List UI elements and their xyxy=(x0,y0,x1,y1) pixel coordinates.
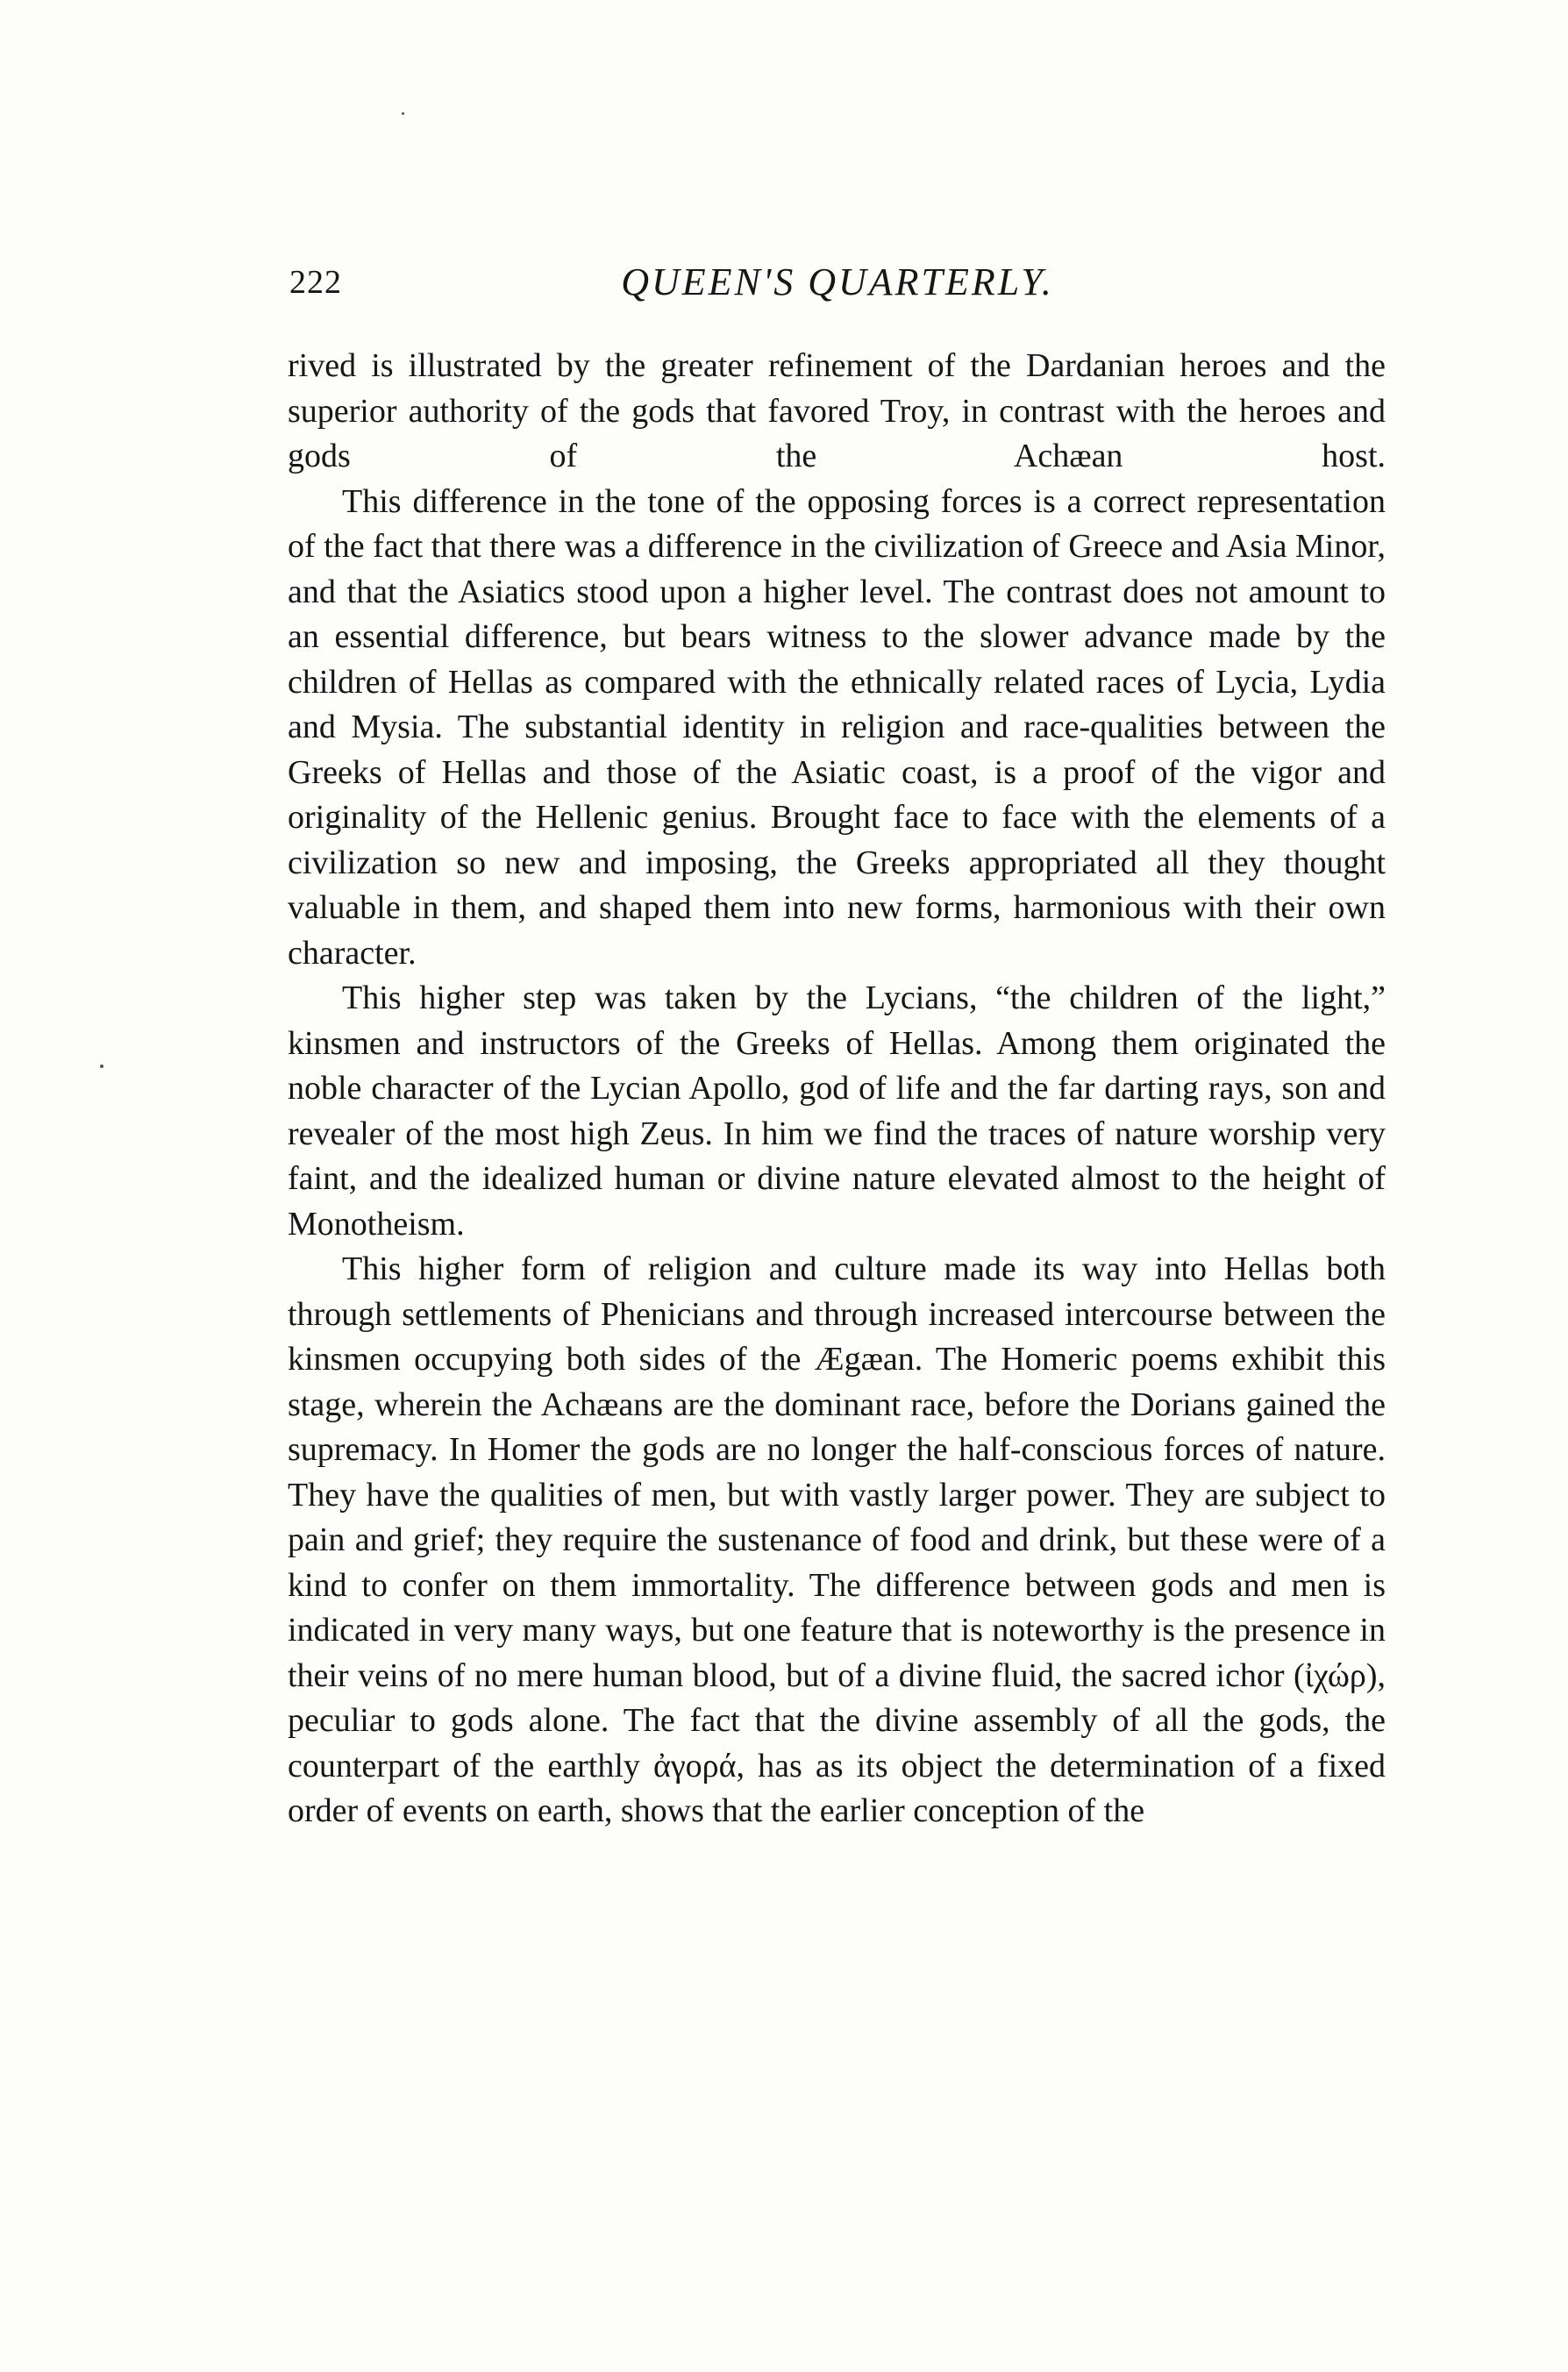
journal-title: QUEEN'S QUARTERLY. xyxy=(621,260,1054,303)
paragraph-lycians: This higher step was taken by the Lycians, “the children of the light,” kinsmen and instructors of the Greeks of Hellas. Among them originated the noble character of the Lycian Apollo, god of life and the far darting rays, son and revealer of the most high Zeus. In him we find the traces of nature worship very faint, and the idealized human or divine nature elevated almost to the height of Monotheism. xyxy=(288,979,1386,1243)
running-head xyxy=(289,260,1386,312)
print-speck xyxy=(402,112,404,115)
body-text xyxy=(288,344,1386,1834)
paragraph-homeric-religion: This higher form of religion and culture made its way into Hellas both through settlements of Phenicians and through increased intercourse between the kinsmen occupying both sides of the Ægæan. The Homeric poems exhibit this stage, wherein the Achæans are the dominant race, before the Dorians gained the supremacy. In Homer the gods are no longer the half-conscious forces of nature. They have the qualities of men, but with vastly larger power. They are subject to pain and grief; they require the sustenance of food and drink, but these were of a kind to confer on them immortality. The difference between gods and men is indicated in very many ways, but one feature that is noteworthy is the presence in their veins of no mere human blood, but of a divine fluid, the sacred ichor (ἰχώρ), peculiar to gods alone. The fact that the divine assembly of all the gods, the counterpart of the earthly ἀγορά, has as its object the determination of a fixed order of events on earth, shows that the earlier conception of the xyxy=(288,1250,1386,1829)
paragraph-difference-in-tone: This difference in the tone of the opposing forces is a correct representation of the fact that there was a difference in the civilization of Greece and Asia Minor, and that the Asiatics stood upon a higher level. The contrast does not amount to an essential difference, but bears witness to the slower advance made by the children of Hellas as compared with the ethnically related races of Lycia, Lydia and Mysia. The substantial identity in religion and race-qualities between the Greeks of Hellas and those of the Asiatic coast, is a proof of the vigor and originality of the Hellenic genius. Brought face to face with the elements of a civilization so new and imposing, the Greeks appropriated all they thought valuable in them, and shaped them into new forms, harmonious with their own character. xyxy=(288,482,1386,972)
print-speck xyxy=(100,1065,103,1068)
page-number: 222 xyxy=(289,264,342,301)
paragraph-continued: rived is illustrated by the greater refinement of the Dardanian heroes and the superior authority of the gods that favored Troy, in contrast with the heroes and gods of the Achæan host. xyxy=(288,347,1386,474)
